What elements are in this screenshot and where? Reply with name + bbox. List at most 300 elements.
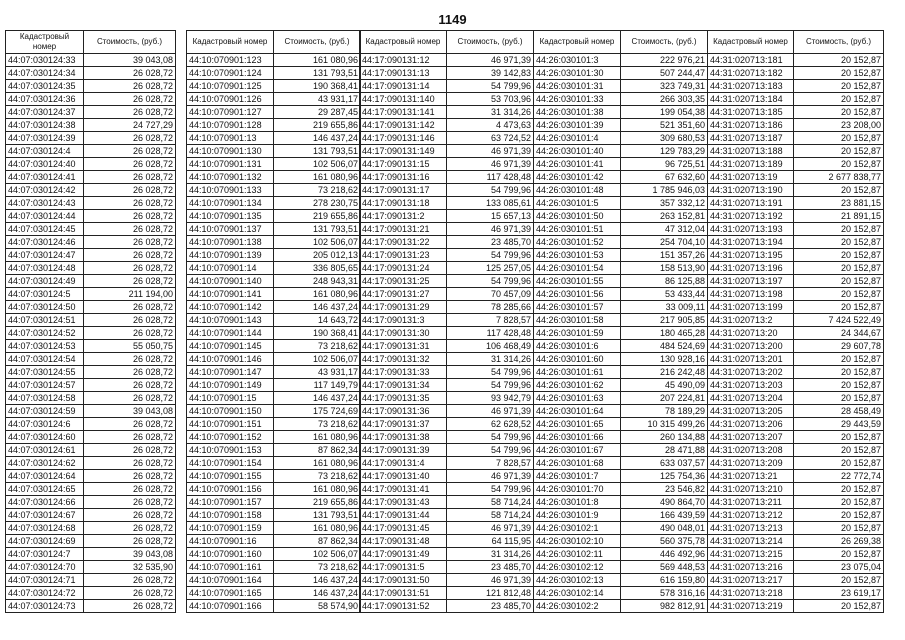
- cadastral-number-cell: 44:17:090131:52: [360, 600, 447, 613]
- cadastral-number-cell: 44:07:030124:44: [6, 210, 84, 223]
- cadastral-number-cell: 44:07:030124:49: [6, 275, 84, 288]
- table-row: [6, 80, 176, 93]
- table-row: [708, 470, 884, 483]
- cost-cell: 146 437,24: [274, 132, 361, 145]
- cost-cell: 20 152,87: [794, 80, 884, 93]
- table-row: [708, 158, 884, 171]
- cost-cell: 63 724,52: [447, 132, 534, 145]
- cadastral-number-cell: 44:17:090131:142: [360, 119, 447, 132]
- cadastral-number-cell: 44:17:090131:34: [360, 379, 447, 392]
- cost-cell: 20 152,87: [794, 249, 884, 262]
- table-row: [6, 158, 176, 171]
- cadastral-number-cell: 44:10:070901:15: [187, 392, 274, 405]
- cost-cell: 20 152,87: [794, 184, 884, 197]
- cadastral-number-cell: 44:07:030124:39: [6, 132, 84, 145]
- cadastral-number-cell: 44:07:030124:42: [6, 184, 84, 197]
- cadastral-number-cell: 44:07:030124:6: [6, 418, 84, 431]
- cadastral-number-cell: 44:31:020713:208: [708, 444, 794, 457]
- cadastral-number-cell: 44:17:090131:31: [360, 340, 447, 353]
- cost-cell: 26 028,72: [84, 262, 176, 275]
- table-row: [187, 184, 361, 197]
- table-row: [708, 496, 884, 509]
- cadastral-number-cell: 44:31:020713:196: [708, 262, 794, 275]
- cadastral-number-cell: 44:31:020713:202: [708, 366, 794, 379]
- cost-cell: 87 862,34: [274, 444, 361, 457]
- cost-cell: 20 152,87: [794, 522, 884, 535]
- cadastral-number-cell: 44:26:030101:59: [534, 327, 621, 340]
- table-row: [708, 392, 884, 405]
- cost-cell: 146 437,24: [274, 587, 361, 600]
- cost-cell: 20 152,87: [794, 67, 884, 80]
- cadastral-number-cell: 44:17:090131:45: [360, 522, 447, 535]
- cadastral-number-cell: 44:10:070901:130: [187, 145, 274, 158]
- cadastral-number-cell: 44:17:090131:5: [360, 561, 447, 574]
- cadastral-number-cell: 44:10:070901:161: [187, 561, 274, 574]
- cost-cell: 26 028,72: [84, 327, 176, 340]
- cadastral-number-cell: 44:31:020713:193: [708, 223, 794, 236]
- cost-cell: 117 149,79: [274, 379, 361, 392]
- cost-cell: 146 437,24: [274, 392, 361, 405]
- cost-cell: 70 457,09: [447, 288, 534, 301]
- table-row: [187, 548, 361, 561]
- cost-cell: 26 028,72: [84, 184, 176, 197]
- cadastral-number-cell: 44:17:090131:17: [360, 184, 447, 197]
- table-row: [360, 249, 534, 262]
- cost-cell: 26 028,72: [84, 418, 176, 431]
- table-row: [534, 470, 708, 483]
- cadastral-number-cell: 44:17:090131:15: [360, 158, 447, 171]
- table-row: [187, 340, 361, 353]
- table-row: [360, 496, 534, 509]
- cadastral-number-cell: 44:31:020713:20: [708, 327, 794, 340]
- cadastral-number-cell: 44:17:090131:4: [360, 457, 447, 470]
- cost-cell: 54 799,96: [447, 80, 534, 93]
- table-row: [6, 223, 176, 236]
- cadastral-number-cell: 44:31:020713:21: [708, 470, 794, 483]
- table-row: [534, 301, 708, 314]
- cadastral-number-cell: 44:07:030124:38: [6, 119, 84, 132]
- cost-cell: 26 028,72: [84, 106, 176, 119]
- table-row: [360, 561, 534, 574]
- cadastral-number-cell: 44:31:020713:198: [708, 288, 794, 301]
- cadastral-number-cell: 44:07:030124:4: [6, 145, 84, 158]
- cost-cell: 46 971,39: [447, 522, 534, 535]
- cost-cell: 93 942,79: [447, 392, 534, 405]
- cadastral-number-cell: 44:10:070901:131: [187, 158, 274, 171]
- cost-cell: 222 976,21: [621, 54, 708, 67]
- cost-cell: 20 152,87: [794, 483, 884, 496]
- cadastral-number-cell: 44:07:030124:37: [6, 106, 84, 119]
- header-cost: Стоимость, (руб.): [621, 31, 708, 54]
- cost-cell: 31 314,26: [447, 106, 534, 119]
- cadastral-number-cell: 44:26:030101:61: [534, 366, 621, 379]
- cost-cell: 521 351,60: [621, 119, 708, 132]
- table-row: [187, 93, 361, 106]
- cost-cell: 446 492,96: [621, 548, 708, 561]
- cost-cell: 46 971,39: [447, 405, 534, 418]
- table-row: [360, 509, 534, 522]
- cost-cell: 26 028,72: [84, 275, 176, 288]
- cost-cell: 29 443,59: [794, 418, 884, 431]
- header-row: [187, 31, 361, 54]
- cost-cell: 54 799,96: [447, 431, 534, 444]
- cadastral-number-cell: 44:10:070901:157: [187, 496, 274, 509]
- table-row: [534, 54, 708, 67]
- cadastral-number-cell: 44:26:030101:51: [534, 223, 621, 236]
- cost-cell: 263 152,81: [621, 210, 708, 223]
- cadastral-number-cell: 44:31:020713:19: [708, 171, 794, 184]
- table-row: [187, 236, 361, 249]
- table-row: [187, 379, 361, 392]
- table-row: [6, 171, 176, 184]
- cadastral-number-cell: 44:07:030124:52: [6, 327, 84, 340]
- table-row: [6, 418, 176, 431]
- table-row: [708, 522, 884, 535]
- table-row: [708, 314, 884, 327]
- cadastral-number-cell: 44:26:030101:7: [534, 470, 621, 483]
- cadastral-number-cell: 44:17:090131:36: [360, 405, 447, 418]
- cost-cell: 39 043,08: [84, 54, 176, 67]
- table-row: [187, 119, 361, 132]
- table-row: [360, 470, 534, 483]
- cost-cell: 490 864,70: [621, 496, 708, 509]
- cost-cell: 28 458,49: [794, 405, 884, 418]
- cadastral-number-cell: 44:10:070901:152: [187, 431, 274, 444]
- cost-cell: 20 152,87: [794, 132, 884, 145]
- cadastral-number-cell: 44:10:070901:145: [187, 340, 274, 353]
- cost-cell: 54 799,96: [447, 275, 534, 288]
- table-row: [534, 106, 708, 119]
- cost-cell: 24 727,29: [84, 119, 176, 132]
- cost-cell: 20 152,87: [794, 158, 884, 171]
- cost-cell: 219 655,86: [274, 119, 361, 132]
- table-row: [187, 483, 361, 496]
- cost-cell: 578 316,16: [621, 587, 708, 600]
- cadastral-number-cell: 44:10:070901:160: [187, 548, 274, 561]
- table-row: [534, 366, 708, 379]
- header-cadastral-number: Кадастровый номер: [6, 31, 84, 54]
- cadastral-number-cell: 44:26:030101:60: [534, 353, 621, 366]
- table-row: [187, 405, 361, 418]
- cadastral-number-cell: 44:31:020713:216: [708, 561, 794, 574]
- cadastral-number-cell: 44:26:030101:63: [534, 392, 621, 405]
- cost-cell: 20 152,87: [794, 145, 884, 158]
- table-row: [6, 470, 176, 483]
- cost-cell: 54 799,96: [447, 444, 534, 457]
- table-row: [6, 366, 176, 379]
- cadastre-table-4: [533, 30, 708, 613]
- table-row: [6, 93, 176, 106]
- cost-cell: 26 028,72: [84, 496, 176, 509]
- cost-cell: 146 437,24: [274, 574, 361, 587]
- table-row: [6, 197, 176, 210]
- cadastral-number-cell: 44:10:070901:153: [187, 444, 274, 457]
- table-row: [534, 80, 708, 93]
- cadastral-number-cell: 44:10:070901:137: [187, 223, 274, 236]
- cadastral-number-cell: 44:17:090131:13: [360, 67, 447, 80]
- cadastral-number-cell: 44:17:090131:24: [360, 262, 447, 275]
- cost-cell: 20 152,87: [794, 600, 884, 613]
- cadastral-number-cell: 44:07:030124:40: [6, 158, 84, 171]
- cadastral-number-cell: 44:17:090131:29: [360, 301, 447, 314]
- cadastral-number-cell: 44:31:020713:183: [708, 80, 794, 93]
- cadastral-number-cell: 44:17:090131:18: [360, 197, 447, 210]
- cadastral-number-cell: 44:17:090131:32: [360, 353, 447, 366]
- table-row: [708, 509, 884, 522]
- table-row: [534, 184, 708, 197]
- table-row: [6, 379, 176, 392]
- cost-cell: 86 125,88: [621, 275, 708, 288]
- table-row: [708, 80, 884, 93]
- table-row: [187, 145, 361, 158]
- cadastral-number-cell: 44:17:090131:43: [360, 496, 447, 509]
- table-row: [534, 132, 708, 145]
- table-row: [360, 145, 534, 158]
- cost-cell: 180 465,28: [621, 327, 708, 340]
- cost-cell: 26 028,72: [84, 93, 176, 106]
- table-row: [360, 288, 534, 301]
- cadastral-number-cell: 44:26:030101:33: [534, 93, 621, 106]
- cadastral-number-cell: 44:10:070901:141: [187, 288, 274, 301]
- cost-cell: 73 218,62: [274, 470, 361, 483]
- table-row: [534, 587, 708, 600]
- table-row: [534, 67, 708, 80]
- cost-cell: 73 218,62: [274, 561, 361, 574]
- cost-cell: 20 152,87: [794, 444, 884, 457]
- cadastral-number-cell: 44:10:070901:166: [187, 600, 274, 613]
- cadastral-number-cell: 44:31:020713:219: [708, 600, 794, 613]
- cost-cell: 26 028,72: [84, 392, 176, 405]
- table-row: [360, 314, 534, 327]
- table-row: [360, 132, 534, 145]
- cadastral-number-cell: 44:31:020713:205: [708, 405, 794, 418]
- header-row: [6, 31, 176, 54]
- table-row: [6, 522, 176, 535]
- cost-cell: 131 793,51: [274, 509, 361, 522]
- table-row: [360, 197, 534, 210]
- table-row: [6, 236, 176, 249]
- table-row: [708, 535, 884, 548]
- cost-cell: 190 368,41: [274, 327, 361, 340]
- cost-cell: 207 224,81: [621, 392, 708, 405]
- cost-cell: 54 799,96: [447, 184, 534, 197]
- table-row: [534, 496, 708, 509]
- cost-cell: 46 971,39: [447, 158, 534, 171]
- table-row: [360, 431, 534, 444]
- table-row: [6, 548, 176, 561]
- table-row: [708, 353, 884, 366]
- cost-cell: 26 028,72: [84, 210, 176, 223]
- table-row: [187, 301, 361, 314]
- table-row: [708, 600, 884, 613]
- table-row: [708, 418, 884, 431]
- table-row: [6, 210, 176, 223]
- cost-cell: 26 028,72: [84, 158, 176, 171]
- cost-cell: 55 050,75: [84, 340, 176, 353]
- cadastral-number-cell: 44:07:030124:71: [6, 574, 84, 587]
- table-row: [708, 587, 884, 600]
- cost-cell: 616 159,80: [621, 574, 708, 587]
- cadastral-number-cell: 44:10:070901:146: [187, 353, 274, 366]
- cost-cell: 20 152,87: [794, 548, 884, 561]
- table-row: [6, 340, 176, 353]
- cost-cell: 211 194,00: [84, 288, 176, 301]
- table-row: [6, 535, 176, 548]
- cost-cell: 26 028,72: [84, 587, 176, 600]
- cadastral-number-cell: 44:17:090131:27: [360, 288, 447, 301]
- cadastral-number-cell: 44:07:030124:70: [6, 561, 84, 574]
- table-row: [708, 288, 884, 301]
- cadastral-number-cell: 44:31:020713:189: [708, 158, 794, 171]
- table-row: [534, 236, 708, 249]
- page-number: 1149: [438, 12, 467, 27]
- cadastral-number-cell: 44:17:090131:12: [360, 54, 447, 67]
- cadastral-number-cell: 44:10:070901:142: [187, 301, 274, 314]
- header-cadastral-number: Кадастровый номер: [360, 31, 447, 54]
- table-row: [708, 574, 884, 587]
- cost-cell: 58 714,24: [447, 509, 534, 522]
- table-row: [187, 327, 361, 340]
- cost-cell: 131 793,51: [274, 67, 361, 80]
- cadastral-number-cell: 44:10:070901:165: [187, 587, 274, 600]
- cadastral-number-cell: 44:26:030101:9: [534, 509, 621, 522]
- table-row: [534, 249, 708, 262]
- cadastral-number-cell: 44:07:030124:64: [6, 470, 84, 483]
- cost-cell: 58 714,24: [447, 496, 534, 509]
- cost-cell: 161 080,96: [274, 288, 361, 301]
- cost-cell: 20 152,87: [794, 275, 884, 288]
- cadastral-number-cell: 44:31:020713:212: [708, 509, 794, 522]
- cost-cell: 54 799,96: [447, 483, 534, 496]
- header-row: [534, 31, 708, 54]
- table-row: [534, 405, 708, 418]
- cadastral-number-cell: 44:31:020713:215: [708, 548, 794, 561]
- cadastral-number-cell: 44:10:070901:149: [187, 379, 274, 392]
- table-row: [6, 496, 176, 509]
- table-row: [708, 431, 884, 444]
- cost-cell: 26 028,72: [84, 444, 176, 457]
- cadastral-number-cell: 44:17:090131:149: [360, 145, 447, 158]
- table-row: [187, 197, 361, 210]
- cadastral-number-cell: 44:17:090131:3: [360, 314, 447, 327]
- cost-cell: 117 428,48: [447, 327, 534, 340]
- cost-cell: 166 439,59: [621, 509, 708, 522]
- cost-cell: 32 535,90: [84, 561, 176, 574]
- cadastral-number-cell: 44:26:030101:40: [534, 145, 621, 158]
- cadastral-number-cell: 44:31:020713:184: [708, 93, 794, 106]
- cadastral-number-cell: 44:17:090131:40: [360, 470, 447, 483]
- table-row: [534, 379, 708, 392]
- cost-cell: 26 028,72: [84, 236, 176, 249]
- cadastral-number-cell: 44:17:090131:25: [360, 275, 447, 288]
- table-row: [360, 54, 534, 67]
- cadastral-number-cell: 44:31:020713:206: [708, 418, 794, 431]
- cost-cell: 357 332,12: [621, 197, 708, 210]
- cadastral-number-cell: 44:17:090131:30: [360, 327, 447, 340]
- cost-cell: 248 943,31: [274, 275, 361, 288]
- cost-cell: 20 152,87: [794, 288, 884, 301]
- cadastral-number-cell: 44:26:030101:30: [534, 67, 621, 80]
- cadastral-number-cell: 44:17:090131:51: [360, 587, 447, 600]
- cost-cell: 205 012,13: [274, 249, 361, 262]
- cadastral-number-cell: 44:07:030124:69: [6, 535, 84, 548]
- table-row: [534, 353, 708, 366]
- table-row: [187, 249, 361, 262]
- cadastral-number-cell: 44:26:030101:57: [534, 301, 621, 314]
- cadastral-number-cell: 44:26:030102:14: [534, 587, 621, 600]
- table-row: [360, 262, 534, 275]
- table-row: [360, 210, 534, 223]
- cadastral-number-cell: 44:07:030124:60: [6, 431, 84, 444]
- header-cost: Стоимость, (руб.): [794, 31, 884, 54]
- cost-cell: 62 628,52: [447, 418, 534, 431]
- cost-cell: 161 080,96: [274, 457, 361, 470]
- cost-cell: 20 152,87: [794, 574, 884, 587]
- cost-cell: 20 152,87: [794, 366, 884, 379]
- cost-cell: 129 783,29: [621, 145, 708, 158]
- table-row: [708, 236, 884, 249]
- cost-cell: 43 931,17: [274, 366, 361, 379]
- cadastral-number-cell: 44:26:030101:53: [534, 249, 621, 262]
- table-row: [534, 483, 708, 496]
- cadastral-number-cell: 44:10:070901:144: [187, 327, 274, 340]
- cadastral-number-cell: 44:10:070901:128: [187, 119, 274, 132]
- cost-cell: 78 285,66: [447, 301, 534, 314]
- cadastral-number-cell: 44:17:090131:23: [360, 249, 447, 262]
- table-row: [187, 223, 361, 236]
- table-row: [534, 119, 708, 132]
- cadastral-number-cell: 44:07:030124:36: [6, 93, 84, 106]
- table-row: [187, 561, 361, 574]
- cost-cell: 10 315 499,26: [621, 418, 708, 431]
- cadastral-number-cell: 44:31:020713:186: [708, 119, 794, 132]
- table-row: [6, 106, 176, 119]
- header-row: [360, 31, 534, 54]
- table-row: [534, 210, 708, 223]
- cadastral-number-cell: 44:26:030101:5: [534, 197, 621, 210]
- table-row: [708, 444, 884, 457]
- cadastral-number-cell: 44:26:030101:38: [534, 106, 621, 119]
- cadastral-number-cell: 44:17:090131:35: [360, 392, 447, 405]
- cost-cell: 26 028,72: [84, 600, 176, 613]
- cadastral-number-cell: 44:10:070901:132: [187, 171, 274, 184]
- table-row: [6, 262, 176, 275]
- cadastral-number-cell: 44:07:030124:45: [6, 223, 84, 236]
- cost-cell: 26 269,38: [794, 535, 884, 548]
- cost-cell: 21 891,15: [794, 210, 884, 223]
- cadastral-number-cell: 44:31:020713:204: [708, 392, 794, 405]
- table-row: [360, 444, 534, 457]
- cost-cell: 26 028,72: [84, 431, 176, 444]
- cadastral-number-cell: 44:07:030124:67: [6, 509, 84, 522]
- cost-cell: 45 490,09: [621, 379, 708, 392]
- cadastral-number-cell: 44:07:030124:58: [6, 392, 84, 405]
- cadastral-number-cell: 44:10:070901:158: [187, 509, 274, 522]
- cost-cell: 54 799,96: [447, 249, 534, 262]
- cost-cell: 20 152,87: [794, 379, 884, 392]
- cost-cell: 46 971,39: [447, 470, 534, 483]
- table-row: [6, 184, 176, 197]
- table-row: [6, 587, 176, 600]
- cost-cell: 54 799,96: [447, 366, 534, 379]
- cadastral-number-cell: 44:10:070901:133: [187, 184, 274, 197]
- cost-cell: 151 357,26: [621, 249, 708, 262]
- cadastral-number-cell: 44:31:020713:201: [708, 353, 794, 366]
- table-row: [187, 262, 361, 275]
- cadastral-number-cell: 44:17:090131:33: [360, 366, 447, 379]
- cadastral-number-cell: 44:07:030124:34: [6, 67, 84, 80]
- cadastral-number-cell: 44:26:030101:55: [534, 275, 621, 288]
